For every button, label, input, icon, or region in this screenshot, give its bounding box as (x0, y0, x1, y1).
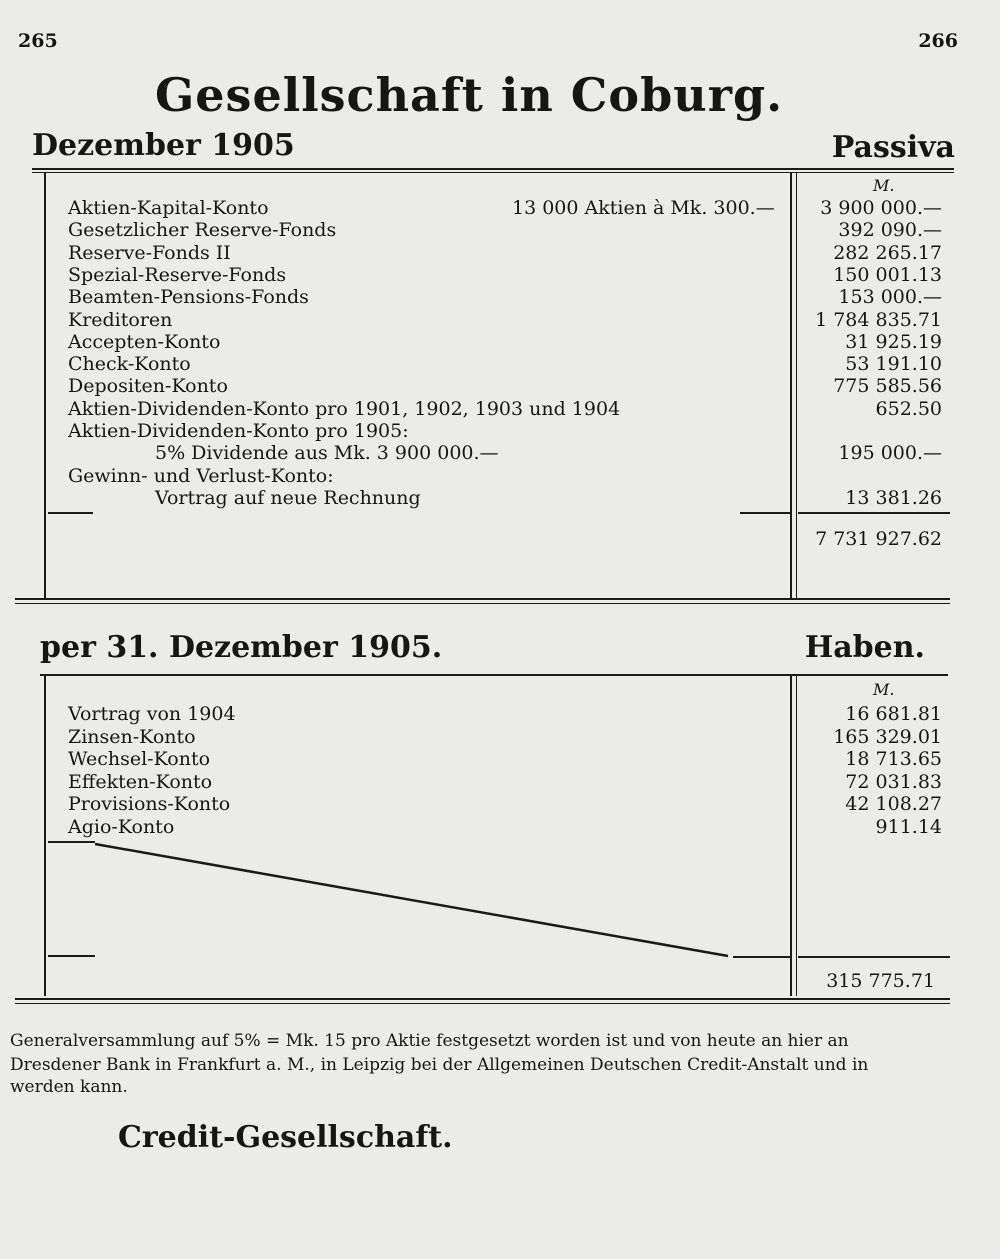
haben-currency-unit: M. (873, 680, 895, 699)
passiva-row-amount: 392 090.— (838, 219, 942, 242)
passiva-currency-unit: M. (873, 176, 895, 195)
passiva-row-amount: 652.50 (875, 397, 942, 420)
passiva-row-label: Spezial-Reserve-Fonds (68, 263, 287, 286)
haben-row-label: Agio-Konto (68, 815, 175, 838)
passiva-row-label: Aktien-Dividenden-Konto pro 1901, 1902, 1903 und 1904 (68, 397, 621, 420)
note-line-1: Generalversammlung auf 5% = Mk. 15 pro Aktie festgesetzt worden ist und von heute an hier an (10, 1031, 849, 1051)
passiva-row-label: Gesetzlicher Reserve-Fonds (68, 219, 337, 242)
passiva-row-amount: 3 900 000.— (820, 197, 942, 219)
passiva-row-amount: 1 784 835.71 (815, 308, 942, 331)
passiva-row-label: Depositen-Konto (68, 375, 228, 398)
passiva-row-label: Beamten-Pensions-Fonds (68, 286, 309, 309)
passiva-row-amount: 150 001.13 (833, 263, 942, 286)
passiva-row-detail: 13 000 Aktien à Mk. 300.— (512, 197, 775, 219)
haben-row-label: Provisions-Konto (68, 793, 231, 815)
note-line-3: werden kann. (10, 1077, 128, 1097)
haben-row-amount: 165 329.01 (833, 725, 942, 748)
page-title: Gesellschaft in Coburg. (155, 68, 784, 122)
passiva-row-amount: 53 191.10 (845, 353, 942, 376)
signature-company: Credit-Gesellschaft. (118, 1120, 453, 1155)
passiva-row-amount: 13 381.26 (845, 486, 942, 509)
haben-row-amount: 42 108.27 (845, 793, 942, 815)
haben-date: per 31. Dezember 1905. (40, 630, 443, 665)
page-number-left: 265 (18, 30, 58, 52)
haben-row-label: Vortrag von 1904 (68, 703, 236, 725)
haben-row-amount: 911.14 (875, 815, 942, 838)
page-number-right: 266 (918, 30, 958, 52)
note-line-2: Dresdener Bank in Frankfurt a. M., in Leipzig bei der Allgemeinen Deutschen Credit-Anstalt und in (10, 1055, 869, 1075)
passiva-row-amount: 282 265.17 (833, 241, 942, 264)
passiva-row-label: Check-Konto (68, 353, 191, 376)
passiva-row-label: Accepten-Konto (68, 330, 221, 353)
haben-row-amount: 16 681.81 (845, 703, 942, 725)
haben-row-label: Wechsel-Konto (68, 748, 211, 770)
haben-total: 315 775.71 (826, 970, 935, 992)
passiva-heading: Passiva (831, 130, 955, 165)
passiva-total: 7 731 927.62 (815, 528, 942, 550)
passiva-date: Dezember 1905 (32, 128, 295, 163)
haben-bottom-rule (15, 998, 950, 1000)
passiva-row-amount: 31 925.19 (845, 330, 942, 353)
passiva-row-label: Gewinn- und Verlust-Konto: (68, 464, 334, 487)
haben-row-amount: 72 031.83 (845, 770, 942, 793)
haben-row-amount: 18 713.65 (845, 748, 942, 770)
passiva-row-label: Aktien-Kapital-Konto (68, 197, 269, 219)
haben-row-label: Zinsen-Konto (68, 725, 196, 748)
passiva-row-amount: 195 000.— (838, 442, 942, 465)
haben-bottom-rule-thin (15, 1003, 950, 1004)
passiva-row-label: Aktien-Dividenden-Konto pro 1905: (68, 420, 409, 442)
passiva-row-label: Reserve-Fonds II (68, 241, 231, 264)
passiva-row-amount: 153 000.— (838, 286, 942, 309)
passiva-row-label: Vortrag auf neue Rechnung (155, 486, 421, 509)
passiva-row-amount: 775 585.56 (833, 375, 942, 398)
haben-heading: Haben. (804, 630, 925, 665)
passiva-row-label: 5% Dividende aus Mk. 3 900 000.— (155, 442, 499, 465)
haben-row-label: Effekten-Konto (68, 770, 213, 793)
passiva-row-label: Kreditoren (68, 308, 173, 331)
